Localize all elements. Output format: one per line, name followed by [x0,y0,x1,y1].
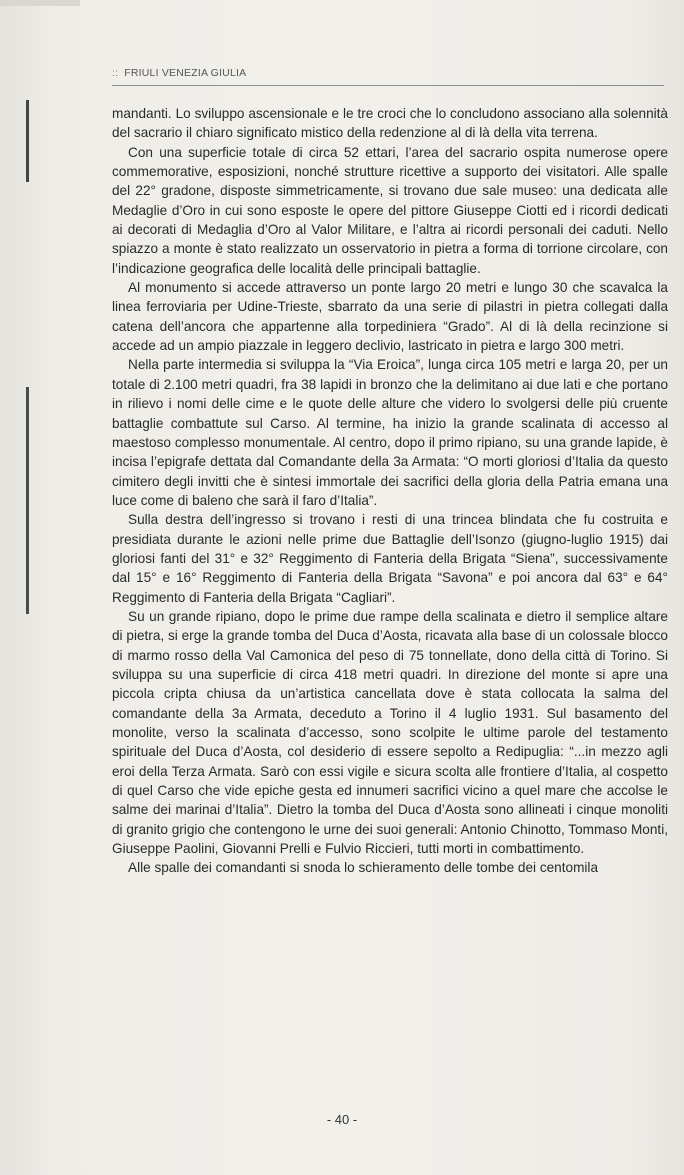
header-section-title: FRIULI VENEZIA GIULIA [124,67,247,79]
paragraph: mandanti. Lo sviluppo ascensionale e le tre croci che lo concludono associano alla solennità del sacrario il chiaro significato mistico della redenzione al di là della vita terrena. [112,106,668,141]
margin-mark [26,387,29,614]
paragraph: Alle spalle dei comandanti si snoda lo schieramento delle tombe dei centomila [128,860,599,876]
page-number: - 40 - [326,1112,358,1127]
paragraph: Su un grande ripiano, dopo le prime due rampe della scalinata e dietro il semplice altare di pietra, si erge la grande tomba del Duca d’Aosta, ricavata alla base di un colossale blocco di marmo rosso della Val Camonica del peso di 75 tonnellate, dono della città di Torino. Si sviluppa su una superficie di circa 418 metri quadri. In direzione del monte si apre una piccola cripta chiusa da un’artistica cancellata dove è stata collocata la salma del comandante della 3a Armata, deceduto a Torino il 4 luglio 1931. Sul basamento del monolite, verso la scalinata d’accesso, sono scolpite le ultime parole del testamento spirituale del Duca d’Aosta, col desiderio di essere sepolto a Redipuglia: “...in mezzo agli eroi della Terza Armata. Sarò con essi vigile e sicura scolta alle frontiere d’Italia, al cospetto di quel Carso che vide epiche gesta ed innumeri sacrifici vicino a quel mare che accolse le salme dei marinai d’Italia”. Dietro la tomba del Duca d’Aosta sono allineati i cinque monoliti di granito grigio che contengono le urne dei suoi generali: Antonio Chinotto, Tommaso Monti, Giuseppe Paolini, Giovanni Prelli e Fulvio Riccieri, tutti morti in combattimento. [112,608,668,857]
paragraph: Nella parte intermedia si sviluppa la “Via Eroica”, lunga circa 105 metri e larga 20, per un totale di 2.100 metri quadri, fra 38 lapidi in bronzo che la delimitano ai due lati e che portano in rilievo i nomi delle cime e le quote delle alture che videro lo svolgersi delle più cruente battaglie combattute sul Carso. Al termine, ha inizio la grande scalinata di accesso al maestoso complesso monumentale. Al centro, dopo il primo ripiano, su una grande lapide, è incisa l’epigrafe dettata dal Comandante della 3a Armata: “O morti gloriosi d’Italia da questo cimitero degli invitti che è sintesi immortale dei sacrifici della gloria della Patria emana una luce come di baleno che sarà il faro d’Italia”. [112,357,668,508]
header-rule [112,85,664,86]
paragraph: Con una superficie totale di circa 52 ettari, l’area del sacrario ospita numerose opere commemorative, esposizioni, nonché strutture ricettive a supporto dei visitatori. Alle spalle del 22° gradone, disposte simmetricamente, si trovano due sale museo: una dedicata alle Medaglie d’Oro in cui sono esposte le opere del pittore Giuseppe Ciotti ed i ricordi dedicati ai decorati di Medaglia d’Oro al Valor Militare, e l’altra ai ricordi personali dei caduti. Nello spiazzo a monte è stato realizzato un osservatorio in pietra a forma di torrione circolare, con l’indicazione geografica delle località delle principali battaglie. [112,144,668,276]
paragraph: Sulla destra dell’ingresso si trovano i resti di una trincea blindata che fu costruita e presidiata durante le azioni nelle prime due Battaglie dell’Isonzo (giugno-luglio 1915) dai gloriosi fanti del 31° e 32° Reggimento di Fanteria della Brigata “Siena”, successivamente dal 15° e 16° Reggimento di Fanteria della Brigata “Savona” e poi ancora dal 63° e 64° Reggimento di Fanteria della Brigata “Cagliari”. [112,512,668,605]
paragraph: Al monumento si accede attraverso un ponte largo 20 metri e lungo 30 che scavalca la linea ferroviaria per Udine-Trieste, sbarrato da una serie di pilastri in pietra collegati dalla catena dell’ancora che appartenne alla torpediniera “Grado”. Al di là della recinzione si accede ad un ampio piazzale in leggero declivio, lastricato in pietra e largo 300 metri. [112,280,668,354]
running-header [112,67,662,79]
body-text [112,104,668,878]
margin-mark [26,100,29,182]
page-edge-shadow [0,0,80,6]
header-ornament: :: [112,67,119,79]
